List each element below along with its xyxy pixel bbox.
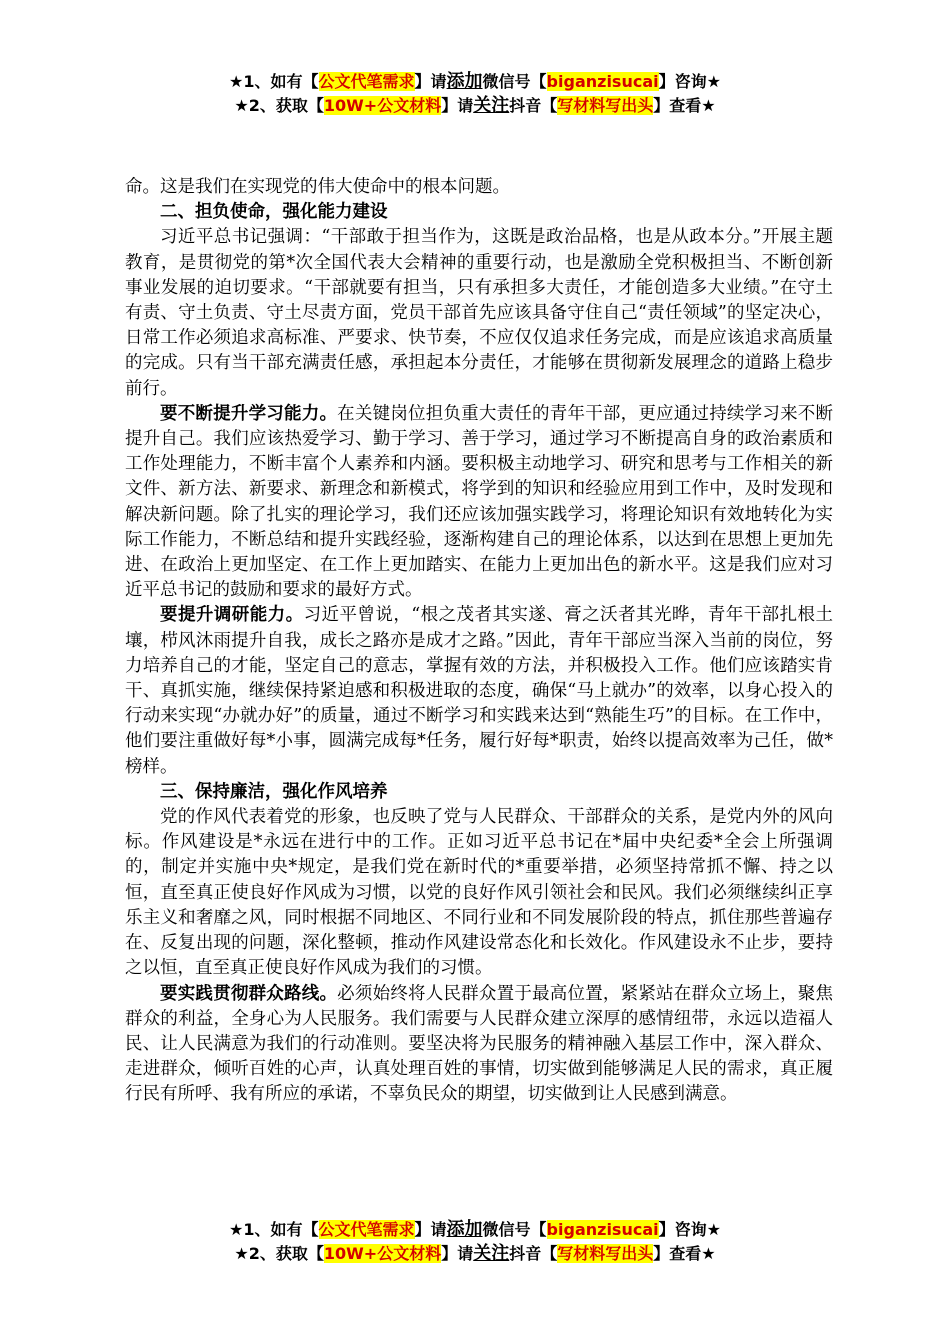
- promo-text: 抖音【: [509, 1244, 558, 1263]
- promo-line-2: [0, 1242, 950, 1266]
- promo-text: 】查看★: [653, 96, 716, 115]
- promo-emphasis: 添加: [446, 71, 483, 92]
- paragraph-continuation: 命。这是我们在实现党的伟大使命中的根本问题。: [125, 177, 510, 197]
- document-body: [125, 175, 833, 1108]
- paragraph-text: 习近平曾说，“根之茂者其实遂、膏之沃者其光晔，青年干部扎根土壤，栉风沐雨提升自我，成长之路亦是成才之路。”因此，青年干部应当深入当前的岗位，努力培养自己的才能，坚定自己的意志，掌握有效的方法，并积极投入工作。他们应该踏实肯干、真抓实施，继续保持紧迫感和积极进取的态度，确保“马上就办”的效率，以身心投入的行动来实现“办就办好”的质量，通过不断学习和实践来达到“熟能生巧”的目标。在工作中，他们要注重做好每*小事，圆满完成每*任务，履行好每*职责，始终以提高效率为己任，做*榜样。: [125, 605, 833, 777]
- promo-text: 】咨询★: [658, 1220, 721, 1239]
- paragraph: 党的作风代表着党的形象，也反映了党与人民群众、干部群众的关系，是党内外的风向标。作风建设是*永远在进行中的工作。正如习近平总书记在*届中央纪委*全会上所强调的，制定并实施中央*规定，是我们党在新时代的*重要举措，必须坚持常抓不懈、持之以恒，直至真正使良好作风成为习惯，以党的良好作风引领社会和民风。我们必须继续纠正享乐主义和奢靡之风，同时根据不同地区、不同行业和不同发展阶段的特点，抓住那些普遍存在、反复出现的问题，深化整顿，推动作风建设常态化和长效化。作风建设永不止步，要持之以恒，直至真正使良好作风成为我们的习惯。: [125, 807, 833, 979]
- paragraph: [125, 402, 833, 604]
- promo-text: ★2、获取【: [234, 1244, 324, 1263]
- promo-text: 微信号【: [482, 72, 547, 91]
- promo-line-1: [0, 70, 950, 94]
- promo-text: ★1、如有【: [229, 72, 319, 91]
- promo-highlight: 10W+公文材料: [323, 96, 442, 115]
- section-heading-3: 三、保持廉洁，强化作风培养: [160, 781, 388, 802]
- promo-line-2: [0, 94, 950, 118]
- promo-emphasis: 添加: [446, 1219, 483, 1240]
- promo-wechat-id: biganzisucai: [546, 72, 659, 91]
- promo-douyin-account: 写材料写出头: [557, 1244, 654, 1263]
- paragraph-lead: 要不断提升学习能力。: [160, 403, 338, 424]
- promo-text: ★1、如有【: [229, 1220, 319, 1239]
- section-heading-2: 二、担负使命，强化能力建设: [160, 202, 388, 223]
- promo-text: 】请: [441, 1244, 474, 1263]
- promo-highlight: 10W+公文材料: [323, 1244, 442, 1263]
- promo-text: 抖音【: [509, 96, 558, 115]
- paragraph-text: 在关键岗位担负重大责任的青年干部，更应通过持续学习来不断提升自己。我们应该热爱学习、勤于学习、善于学习，通过学习不断提高自身的政治素质和工作处理能力，不断丰富个人素养和内涵。要积极主动地学习、研究和思考与工作相关的新文件、新方法、新要求、新理念和新模式，将学到的知识和经验应用到工作中，及时发现和解决新问题。除了扎实的理论学习，我们还应该加强实践学习，将理论知识有效地转化为实际工作能力，不断总结和提升实践经验，逐渐构建自己的理论体系，以达到在思想上更加先进、在政治上更加坚定、在工作上更加踏实、在能力上更加出色的新水平。这是我们应对习近平总书记的鼓励和要求的最好方式。: [125, 403, 834, 601]
- promo-highlight: 公文代笔需求: [318, 1220, 415, 1239]
- paragraph-text: 必须始终将人民群众置于最高位置，紧紧站在群众立场上，聚焦群众的利益，全身心为人民服务。我们需要与人民群众建立深厚的感情纽带，永远以造福人民、让人民满意为我们的行动准则。要坚决将为民服务的精神融入基层工作中，深入群众、走进群众，倾听百姓的心声，认真处理百姓的事情，切实做到能够满足人民的需求，真正履行民有所呼、我有所应的承诺，不辜负民众的期望，切实做到让人民感到满意。: [125, 983, 834, 1105]
- promo-text: 】查看★: [653, 1244, 716, 1263]
- footer-promo-banner: [0, 1218, 950, 1266]
- promo-highlight: 公文代笔需求: [318, 72, 415, 91]
- promo-emphasis: 关注: [473, 95, 510, 116]
- promo-line-1: [0, 1218, 950, 1242]
- promo-wechat-id: biganzisucai: [546, 1220, 659, 1239]
- promo-douyin-account: 写材料写出头: [557, 96, 654, 115]
- promo-text: 】咨询★: [658, 72, 721, 91]
- promo-emphasis: 关注: [473, 1243, 510, 1264]
- promo-text: 】请: [441, 96, 474, 115]
- paragraph: [125, 982, 833, 1108]
- promo-text: ★2、获取【: [234, 96, 324, 115]
- promo-text: 】请: [414, 72, 447, 91]
- header-promo-banner: [0, 70, 950, 118]
- paragraph: 习近平总书记强调：“干部敢于担当作为，这既是政治品格，也是从政本分。”开展主题教育，是贯彻党的第*次全国代表大会精神的重要行动，也是激励全党积极担当、不断创新事业发展的迫切要求。“干部就要有担当，只有承担多大责任，才能创造多大业绩。”在守土有责、守土负责、守土尽责方面，党员干部首先应该具备守住自己“责任领域”的坚定决心，日常工作必须追求高标准、严要求、快节奏，不应仅仅追求任务完成，而是应该追求高质量的完成。只有当干部充满责任感，承担起本分责任，才能够在贯彻新发展理念的道路上稳步前行。: [125, 227, 833, 399]
- paragraph-lead: 要实践贯彻群众路线。: [160, 983, 338, 1004]
- paragraph: [125, 603, 833, 779]
- paragraph-lead: 要提升调研能力。: [160, 605, 304, 626]
- promo-text: 微信号【: [482, 1220, 547, 1239]
- promo-text: 】请: [414, 1220, 447, 1239]
